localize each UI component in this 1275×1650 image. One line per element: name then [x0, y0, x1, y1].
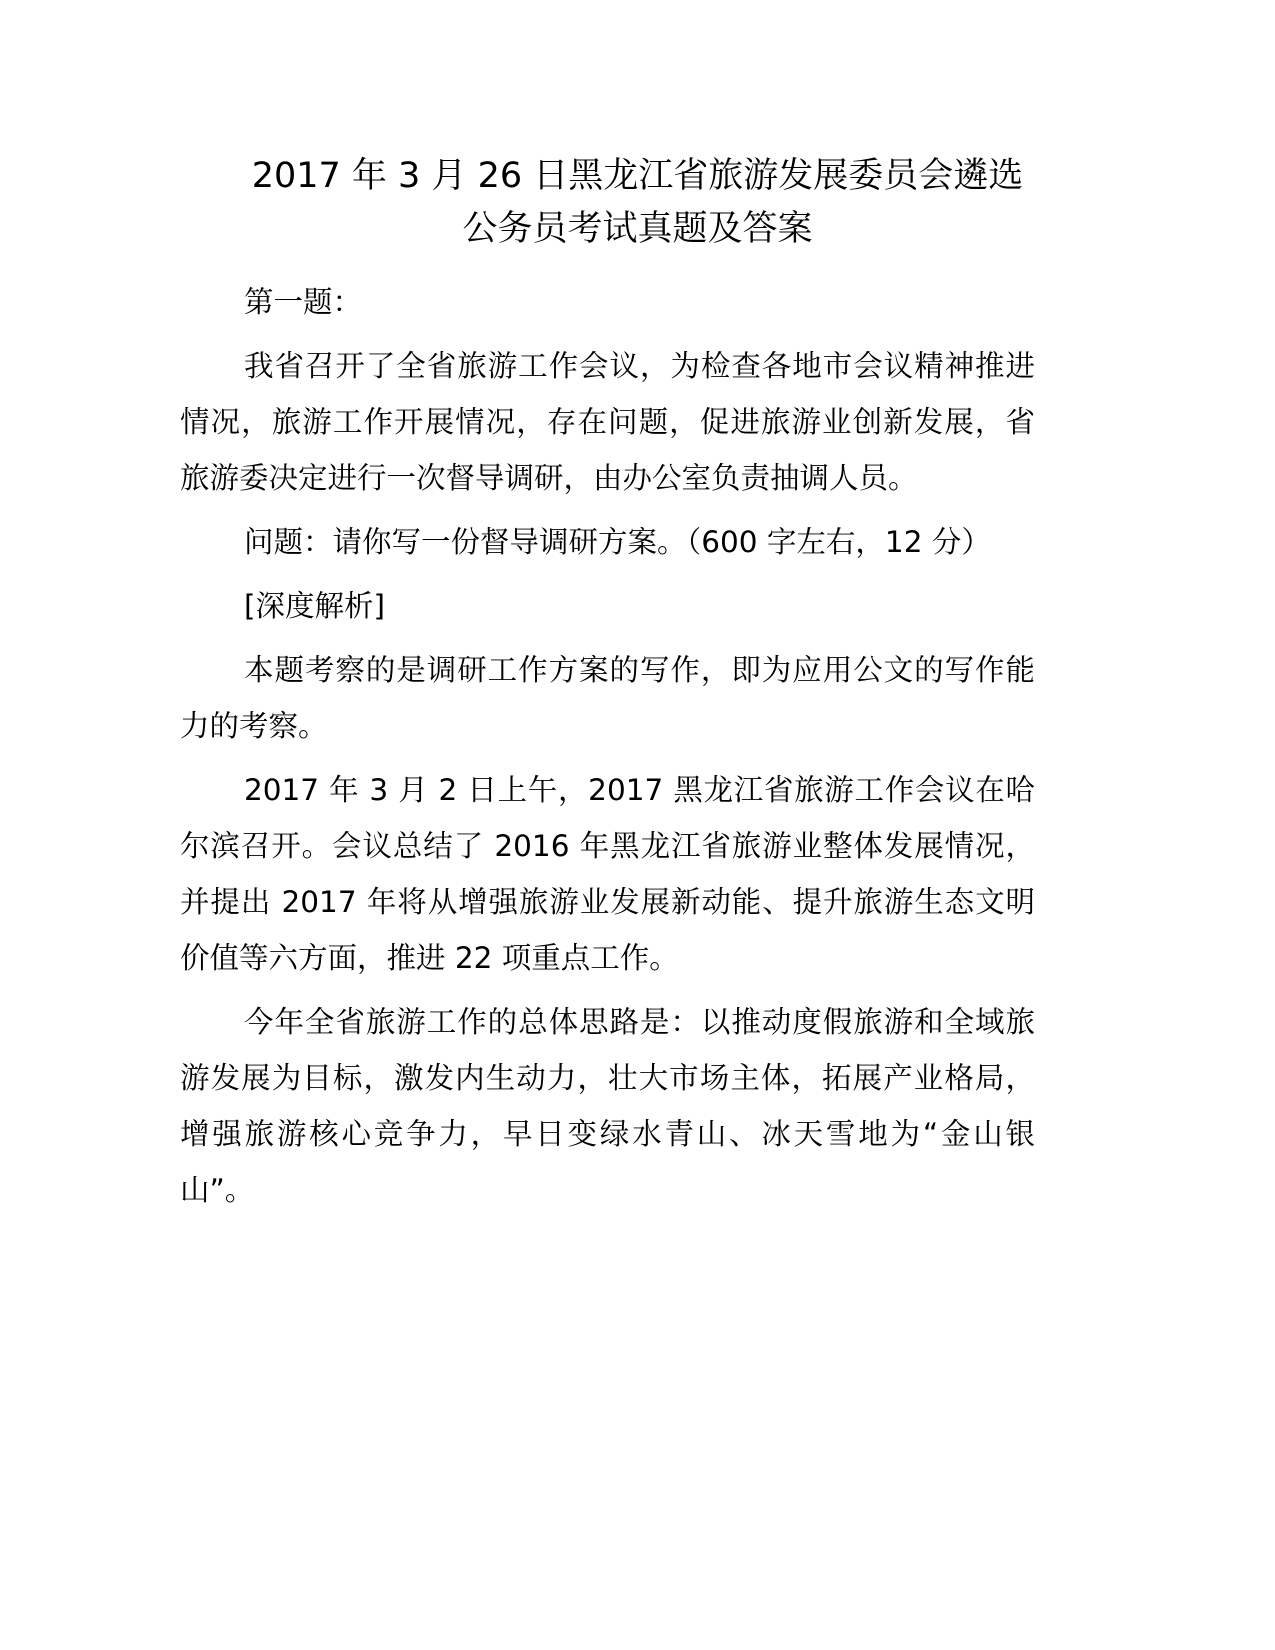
analysis-paragraph-2: 2017 年 3 月 2 日上午，2017 黑龙江省旅游工作会议在哈尔滨召开。会议总结了 2016 年黑龙江省旅游业整体发展情况，并提出 2017 年将从增强旅游业发展新动能、提升旅游生态文明价值等六方面，推进 22 项重点工作。 — [180, 773, 1035, 975]
title-line-1: 2017 年 3 月 26 日黑龙江省旅游发展委员会遴选 — [251, 156, 1024, 196]
question-prompt-paragraph: 问题：请你写一份督导调研方案。（600 字左右，12 分） — [244, 525, 991, 559]
analysis-paragraph-1: 本题考察的是调研工作方案的写作，即为应用公文的写作能力的考察。 — [180, 653, 1035, 743]
question-heading: 第一题： — [244, 285, 363, 319]
question-background-paragraph: 我省召开了全省旅游工作会议，为检查各地市会议精神推进情况，旅游工作开展情况，存在问题，促进旅游业创新发展，省旅游委决定进行一次督导调研，由办公室负责抽调人员。 — [180, 349, 1035, 495]
analysis-heading: [深度解析] — [244, 589, 386, 623]
title-line-2: 公务员考试真题及答案 — [462, 209, 813, 249]
document-title — [180, 150, 1095, 256]
document-body — [180, 274, 1035, 1226]
analysis-paragraph-3: 今年全省旅游工作的总体思路是：以推动度假旅游和全域旅游发展为目标，激发内生动力，壮大市场主体，拓展产业格局，增强旅游核心竞争力，早日变绿水青山、冰天雪地为“金山银山”。 — [180, 1005, 1035, 1207]
